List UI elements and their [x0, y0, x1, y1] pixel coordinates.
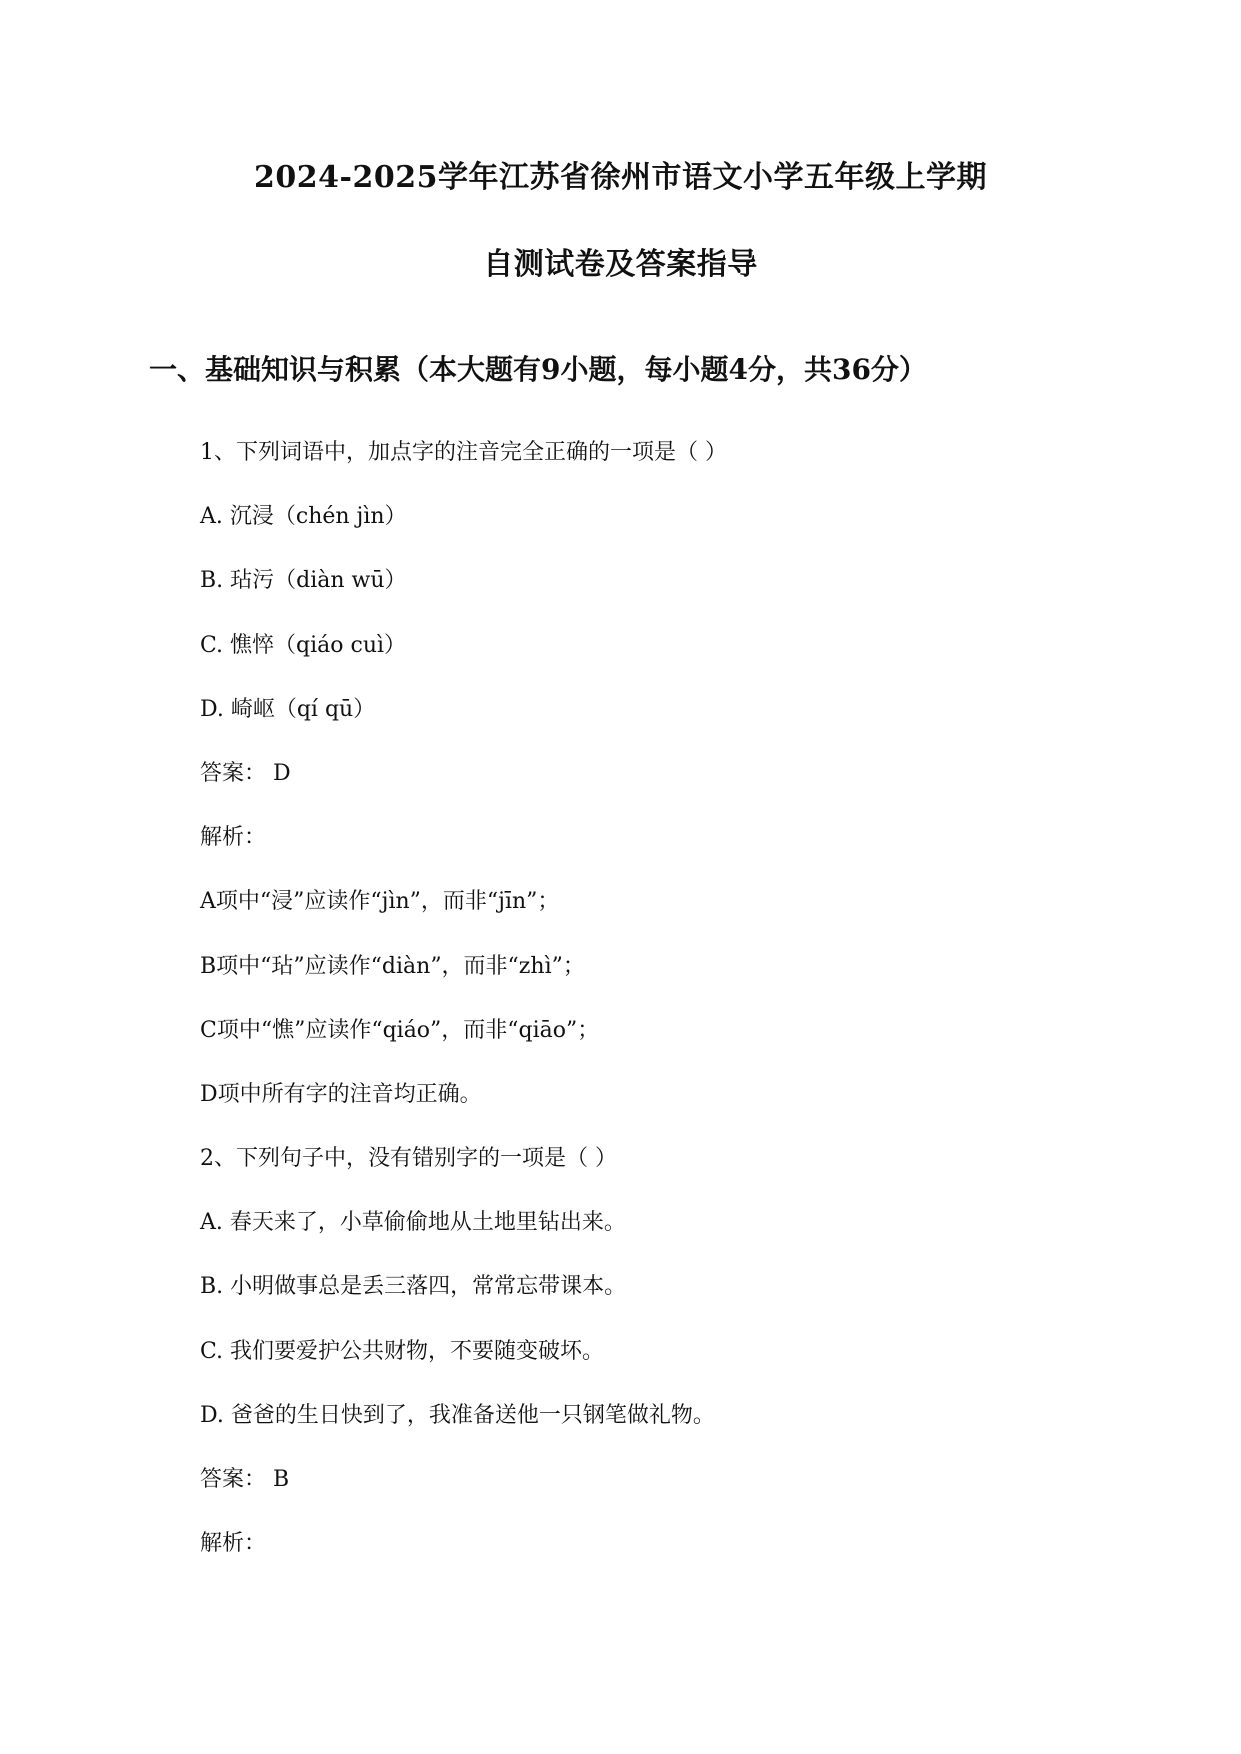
question-2-answer: 答案： B — [200, 1467, 290, 1492]
question-1-answer: 答案： D — [200, 760, 291, 786]
question-2-option-a: A. 春天来了，小草偷偷地从土地里钻出来。 — [200, 1210, 626, 1236]
document-title-line-1: 2024-2025学年江苏省徐州市语文小学五年级上学期 — [254, 160, 987, 195]
question-2-option-b: B. 小明做事总是丢三落四，常常忘带课本。 — [200, 1274, 627, 1300]
question-2-option-c: C. 我们要爱护公共财物，不要随变破坏。 — [200, 1338, 605, 1364]
question-1-analysis-a: A项中“浸”应读作“jìn”，而非“jīn”； — [200, 889, 560, 915]
question-content — [200, 433, 1160, 1588]
question-1-option-d: D. 崎岖（qí qū） — [200, 696, 376, 722]
question-1-analysis-label: 解析： — [200, 825, 267, 851]
question-1-option-a: A. 沉浸（chén jìn） — [200, 504, 407, 530]
question-1-stem: 1、下列词语中，加点字的注音完全正确的一项是（ ） — [200, 440, 727, 465]
question-1-option-b: B. 玷污（diàn wū） — [200, 568, 407, 594]
question-1-analysis-b: B项中“玷”应读作“diàn”，而非“zhì”； — [200, 953, 585, 979]
question-2-analysis-label: 解析： — [200, 1531, 267, 1557]
question-1-option-c: C. 憔悴（qiáo cuì） — [200, 632, 407, 658]
section-heading: 一、基础知识与积累（本大题有9小题，每小题4分，共36分） — [149, 353, 927, 386]
question-1-analysis-d: D项中所有字的注音均正确。 — [200, 1081, 482, 1107]
question-2-option-d: D. 爸爸的生日快到了，我准备送他一只钢笔做礼物。 — [200, 1402, 715, 1428]
question-2-stem: 2、下列句子中，没有错别字的一项是（ ） — [200, 1146, 617, 1172]
question-1-analysis-c: C项中“憔”应读作“qiáo”，而非“qiāo”； — [200, 1017, 600, 1043]
document-title-line-2: 自测试卷及答案指导 — [483, 247, 758, 282]
